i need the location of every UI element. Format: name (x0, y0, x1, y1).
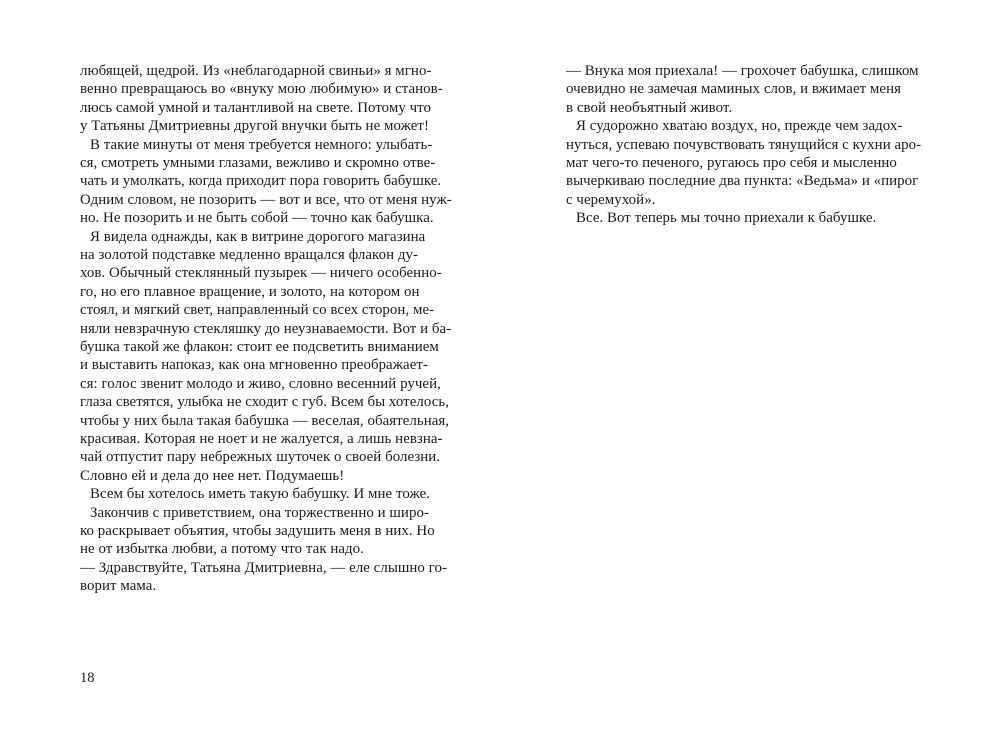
text-line: стоял, и мягкий свет, направленный со всех сторон, ме- (80, 302, 435, 319)
text-line: ся, смотреть умными глазами, вежливо и скромно отве- (80, 155, 436, 171)
text-line: на золотой подставке медленно вращался флакон ду- (80, 247, 418, 263)
text-line: Одним словом, не позорить — вот и все, что от меня нуж- (80, 191, 452, 208)
text-line: очевидно не замечая маминых слов, и вжимает меня (566, 81, 901, 98)
text-line: с черемухой». (566, 191, 656, 208)
text-line: — Здравствуйте, Татьяна Дмитриевна, — еле слышно го- (80, 559, 447, 576)
text-line: чать и умолкать, когда приходит пора говорить бабушке. (80, 173, 442, 190)
text-line: и выставить напоказ, как она мгновенно преображает- (80, 357, 428, 374)
text-line: В такие минуты от меня требуется немного: улыбать- (90, 136, 433, 153)
text-line: не от избытка любви, а потому что так надо. (80, 541, 364, 558)
text-line: Все. Вот теперь мы точно приехали к бабушке. (576, 210, 877, 227)
text-line: Я видела однажды, как в витрине дорогого магазина (90, 228, 426, 245)
text-line: ко раскрывает объятия, чтобы задушить меня в них. Но (80, 523, 435, 539)
text-line: мат чего-то печеного, ругаюсь про себя и мысленно (566, 155, 897, 171)
text-line: глаза светятся, улыбка не сходит с губ. Всем бы хотелось, (80, 394, 449, 411)
right-page (500, 0, 1000, 750)
text-line: чтобы у них была такая бабушка — веселая, обаятельная, (80, 412, 450, 429)
text-line: хов. Обычный стеклянный пузырек — ничего особенно- (80, 265, 442, 282)
page-number: 18 (80, 670, 95, 686)
text-line: бушка такой же флакон: стоит ее подсветить вниманием (80, 339, 439, 355)
text-line: чай отпустит пару небрежных шуточек о своей болезни. (80, 449, 441, 466)
text-line: но. Не позорить и не быть собой — точно как бабушка. (80, 210, 434, 227)
text-line: в свой необъятный живот. (566, 99, 733, 116)
text-line: красивая. Которая не ноет и не жалуется, а лишь невзна- (80, 431, 443, 447)
text-line: венно превращаюсь во «внуку мою любимую» и станов- (80, 81, 443, 98)
text-line: люсь самой умной и талантливой на свете. Потому что (80, 99, 432, 116)
text-line: — Внука моя приехала! — грохочет бабушка, слишком (566, 63, 919, 79)
text-line: няли невзрачную стекляшку до неузнаваемости. Вот и ба- (80, 320, 452, 337)
text-line: вычеркиваю последние два пункта: «Ведьма» и «пирог (566, 173, 919, 190)
text-line: Словно ей и дела до нее нет. Подумаешь! (80, 467, 345, 484)
text-line: Закончив с приветствием, она торжественно и широ- (90, 504, 429, 521)
text-line: ворит мама. (80, 578, 157, 595)
text-line: любящей, щедрой. Из «неблагодарной свиньи» я мгно- (80, 63, 432, 79)
text-line: Всем бы хотелось иметь такую бабушку. И мне тоже. (90, 486, 431, 503)
text-line: у Татьяны Дмитриевны другой внучки быть не может! (80, 118, 429, 135)
text-line: го, но его плавное вращение, и золото, на котором он (80, 283, 420, 300)
text-line: нуться, успеваю почувствовать тянущийся с кухни аро- (566, 136, 922, 153)
text-line: ся: голос звенит молодо и живо, словно весенний ручей, (80, 375, 441, 392)
text-line: Я судорожно хватаю воздух, но, прежде чем задох- (576, 118, 903, 135)
